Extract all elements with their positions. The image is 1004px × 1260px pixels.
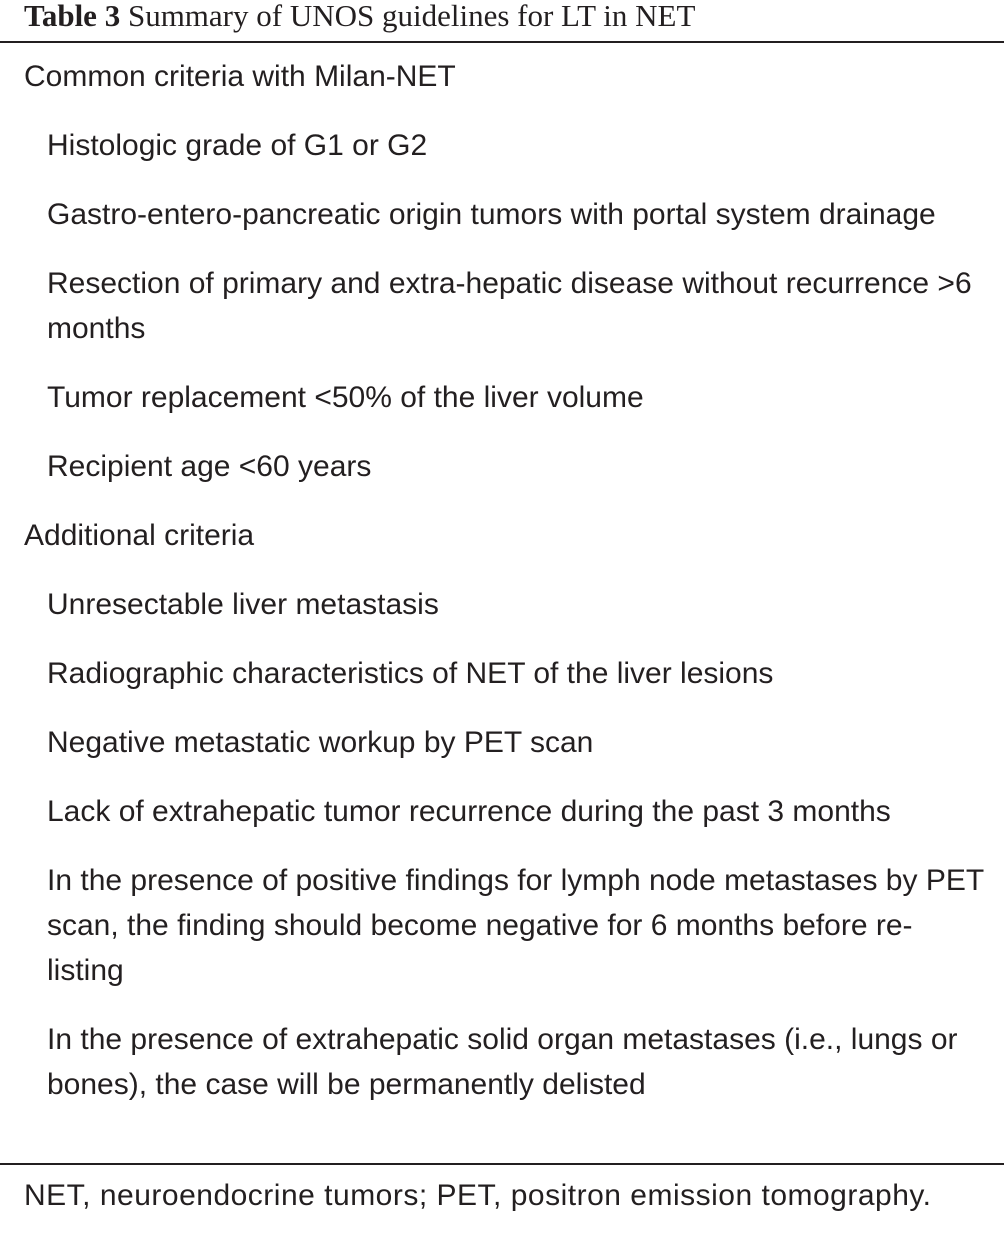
table-bottom-rule bbox=[0, 1163, 1004, 1165]
criterion-radiographic-characteristics: Radiographic characteristics of NET of the liver lesions bbox=[47, 657, 774, 690]
table-top-rule bbox=[0, 41, 1004, 43]
criterion-recipient-age: Recipient age <60 years bbox=[47, 450, 372, 483]
criterion-resection: Resection of primary and extra-hepatic disease without recurrence >6 months bbox=[47, 267, 972, 345]
criterion-solid-organ-delisting: In the presence of extrahepatic solid organ metastases (i.e., lungs or bones), the case will be permanently delisted bbox=[47, 1023, 958, 1101]
criterion-unresectable-metastasis: Unresectable liver metastasis bbox=[47, 588, 439, 621]
section-heading-common-criteria: Common criteria with Milan-NET bbox=[24, 60, 456, 93]
criterion-lymph-node-relisting: In the presence of positive findings for lymph node metastases by PET scan, the finding should become negative for 6 months before re-listing bbox=[47, 864, 984, 987]
section-heading-additional-criteria: Additional criteria bbox=[24, 519, 255, 552]
criterion-histologic-grade: Histologic grade of G1 or G2 bbox=[47, 129, 428, 162]
criterion-no-extrahepatic-recurrence: Lack of extrahepatic tumor recurrence during the past 3 months bbox=[47, 795, 891, 828]
criterion-tumor-replacement: Tumor replacement <50% of the liver volume bbox=[47, 381, 644, 414]
criterion-negative-pet-workup: Negative metastatic workup by PET scan bbox=[47, 726, 594, 759]
table-caption-text: Summary of UNOS guidelines for LT in NET bbox=[127, 0, 696, 33]
table-body bbox=[0, 54, 1004, 1131]
criterion-gep-origin: Gastro-entero-pancreatic origin tumors with portal system drainage bbox=[47, 198, 936, 231]
table-caption bbox=[24, 0, 695, 36]
table-caption-label: Table 3 bbox=[24, 0, 121, 33]
table-footnote: NET, neuroendocrine tumors; PET, positron emission tomography. bbox=[24, 1179, 932, 1212]
